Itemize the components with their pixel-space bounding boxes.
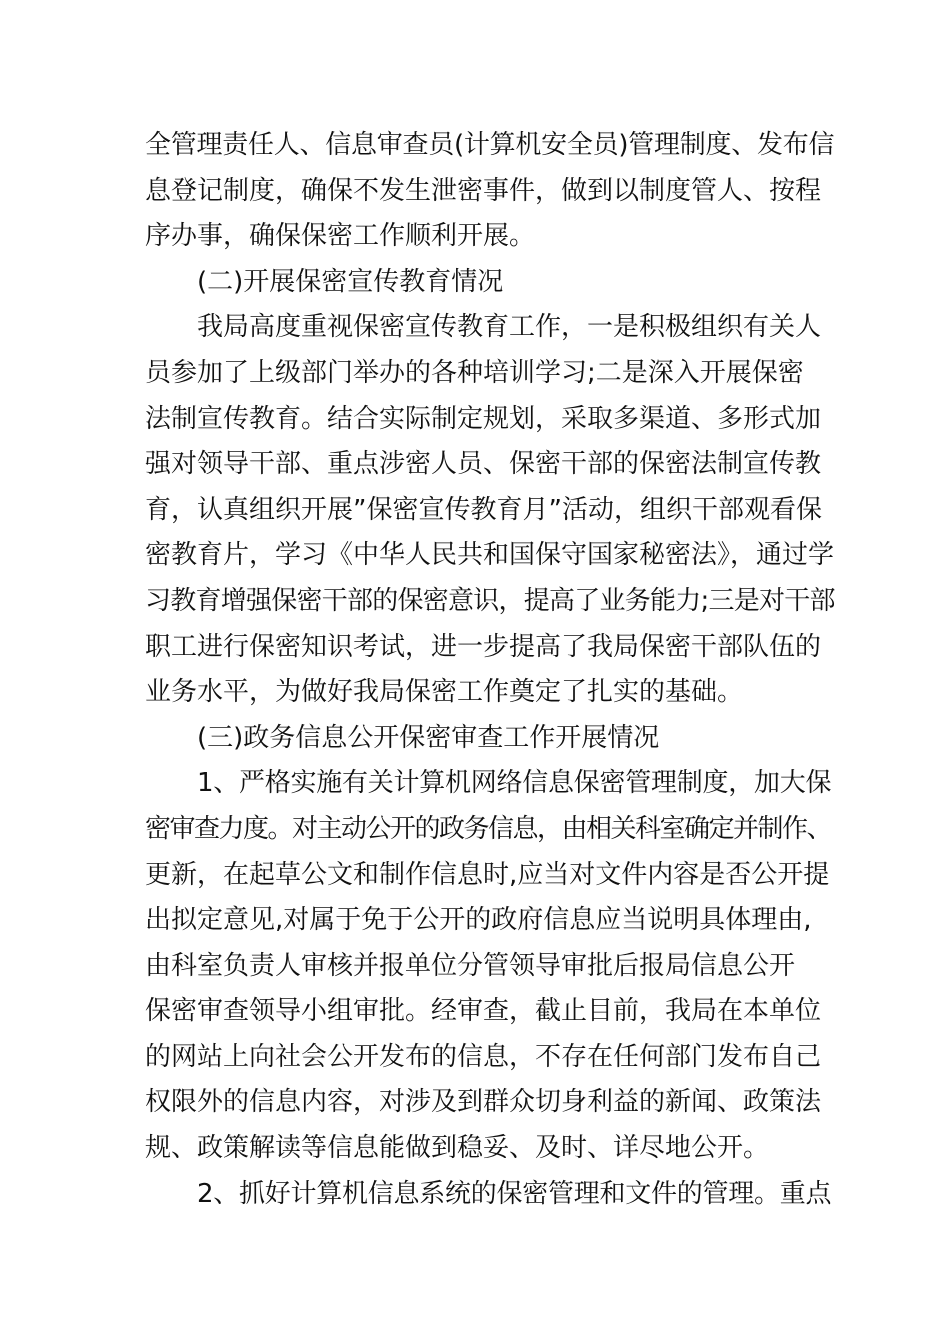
text-line: 职工进行保密知识考试，进一步提高了我局保密干部队伍的 <box>145 631 822 662</box>
section-heading: (三)政务信息公开保密审查工作开展情况 <box>197 722 660 753</box>
text-line: 密教育片，学习《中华人民共和国保守国家秘密法》，通过学 <box>145 540 835 571</box>
text-line: 更新，在起草公文和制作信息时,应当对文件内容是否公开提 <box>145 859 830 890</box>
text-line: 全管理责任人、信息审查员(计算机安全员)管理制度、发布信 <box>145 130 835 160</box>
text-line: 的网站上向社会公开发布的信息，不存在任何部门发布自己 <box>145 1041 822 1072</box>
text-line: 法制宣传教育。结合实际制定规划，采取多渠道、多形式加 <box>145 403 822 434</box>
text-line: 权限外的信息内容，对涉及到群众切身利益的新闻、政策法 <box>145 1087 822 1118</box>
paragraph-start-line: 我局高度重视保密宣传教育工作，一是积极组织有关人 <box>197 312 822 343</box>
text-line: 员参加了上级部门举办的各种培训学习;二是深入开展保密 <box>145 357 804 388</box>
text-line: 规、政策解读等信息能做到稳妥、及时、详尽地公开。 <box>145 1133 770 1164</box>
text-line: 业务水平，为做好我局保密工作奠定了扎实的基础。 <box>145 677 744 708</box>
text-line: 保密审查领导小组审批。经审查，截止目前，我局在本单位 <box>145 996 822 1027</box>
text-line: 育，认真组织开展”保密宣传教育月”活动，组织干部观看保 <box>145 494 822 525</box>
text-line: 密审查力度。对主动公开的政务信息，由相关科室确定并制作、 <box>145 813 832 844</box>
paragraph-start-line: 2、抓好计算机信息系统的保密管理和文件的管理。重点 <box>197 1178 832 1209</box>
text-line: 序办事，确保保密工作顺利开展。 <box>145 221 536 252</box>
text-line: 由科室负责人审核并报单位分管领导审批后报局信息公开 <box>145 950 796 981</box>
document-body <box>145 123 835 1217</box>
text-line: 出拟定意见,对属于免于公开的政府信息应当说明具体理由, <box>145 905 812 936</box>
text-line: 息登记制度，确保不发生泄密事件，做到以制度管人、按程 <box>145 175 822 206</box>
section-heading: (二)开展保密宣传教育情况 <box>197 266 504 297</box>
text-line: 习教育增强保密干部的保密意识，提高了业务能力;三是对干部 <box>145 585 835 616</box>
paragraph-start-line: 1、严格实施有关计算机网络信息保密管理制度，加大保 <box>197 768 832 799</box>
text-line: 强对领导干部、重点涉密人员、保密干部的保密法制宣传教 <box>145 449 822 480</box>
